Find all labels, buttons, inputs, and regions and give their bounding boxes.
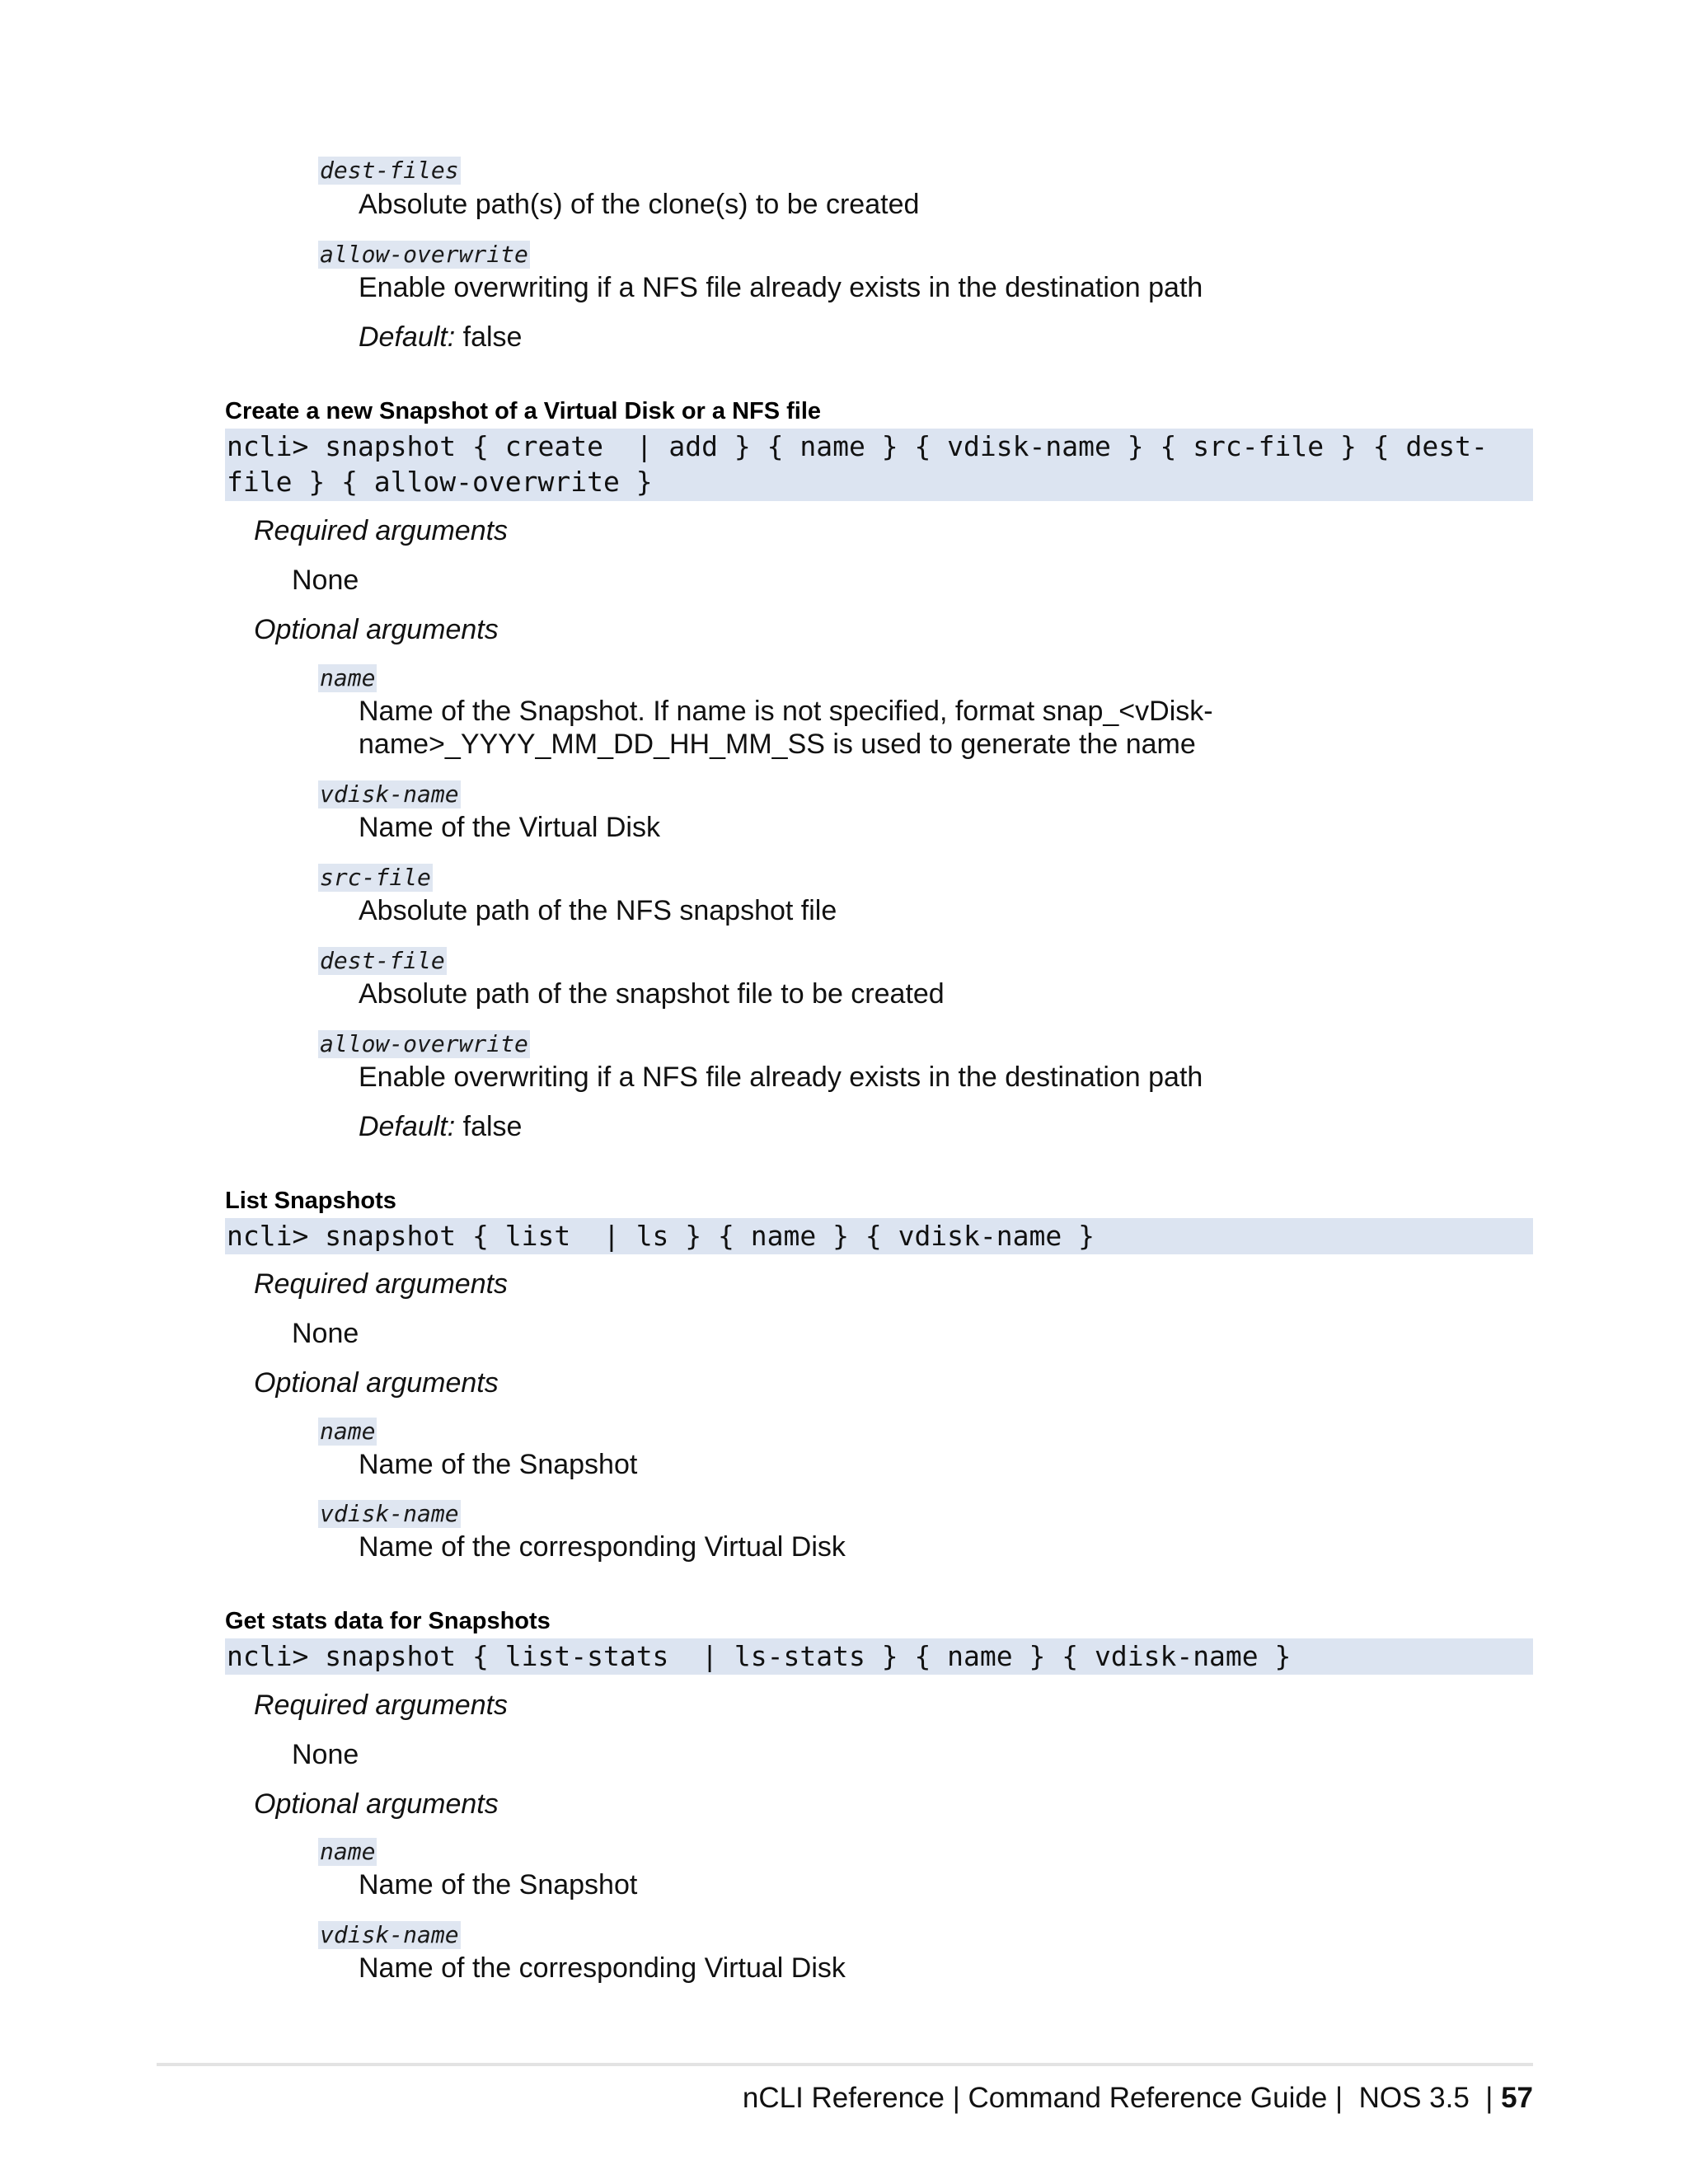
required-arguments-label: Required arguments — [254, 1690, 509, 1721]
command-syntax: ncli> snapshot { create | add } { name } { vdisk-name } { src-file } { dest-file } { allow-overwrite } — [225, 429, 1533, 501]
argument-term: src-file — [320, 864, 431, 891]
section-heading: Create a new Snapshot of a Virtual Disk or a NFS file — [225, 398, 822, 424]
argument-default — [359, 321, 522, 354]
argument-description: Name of the Virtual Disk — [359, 812, 660, 843]
command-syntax: ncli> snapshot { list-stats | ls-stats } { name } { vdisk-name } — [225, 1638, 1533, 1675]
argument-description: Name of the Snapshot. If name is not specified, format snap_<vDisk-name>_YYYY_MM_DD_HH_MM_SS is used to generate the name — [359, 696, 1213, 760]
default-value: false — [455, 1111, 523, 1142]
argument-description: Enable overwriting if a NFS file already exists in the destination path — [359, 272, 1203, 303]
argument-default — [359, 1110, 522, 1143]
required-arguments-value: None — [292, 1318, 359, 1349]
page-number: 57 — [1501, 2082, 1533, 2114]
argument-term: vdisk-name — [320, 1921, 459, 1948]
argument-description: Absolute path of the NFS snapshot file — [359, 895, 837, 926]
argument-term: dest-files — [320, 157, 459, 184]
argument-term: name — [320, 664, 376, 691]
argument-term: name — [320, 1418, 376, 1445]
default-label: Default: — [359, 1111, 456, 1142]
optional-arguments-label: Optional arguments — [254, 614, 499, 645]
argument-term: allow-overwrite — [320, 1030, 528, 1057]
footer-text: nCLI Reference | Command Reference Guide | NOS 3.5 | — [742, 2082, 1502, 2114]
argument-description: Name of the Snapshot — [359, 1449, 638, 1480]
command-syntax: ncli> snapshot { list | ls } { name } { vdisk-name } — [225, 1218, 1533, 1254]
default-label: Default: — [359, 321, 456, 353]
required-arguments-label: Required arguments — [254, 515, 509, 546]
section-heading: List Snapshots — [225, 1188, 396, 1214]
required-arguments-label: Required arguments — [254, 1268, 509, 1300]
optional-arguments-label: Optional arguments — [254, 1788, 499, 1820]
page-footer — [743, 2081, 1533, 2116]
argument-description: Enable overwriting if a NFS file already exists in the destination path — [359, 1062, 1203, 1093]
argument-term: vdisk-name — [320, 780, 459, 808]
argument-description: Absolute path of the snapshot file to be created — [359, 978, 945, 1010]
argument-term: allow-overwrite — [320, 241, 528, 268]
argument-description: Name of the Snapshot — [359, 1869, 638, 1900]
argument-term: name — [320, 1838, 376, 1865]
optional-arguments-label: Optional arguments — [254, 1367, 499, 1399]
argument-term: dest-file — [320, 947, 445, 974]
argument-description: Name of the corresponding Virtual Disk — [359, 1531, 846, 1563]
required-arguments-value: None — [292, 565, 359, 596]
section-heading: Get stats data for Snapshots — [225, 1608, 551, 1634]
argument-description: Name of the corresponding Virtual Disk — [359, 1952, 846, 1984]
argument-term: vdisk-name — [320, 1500, 459, 1527]
required-arguments-value: None — [292, 1739, 359, 1770]
default-value: false — [455, 321, 523, 353]
footer-divider — [157, 2063, 1533, 2066]
argument-description: Absolute path(s) of the clone(s) to be created — [359, 189, 920, 220]
